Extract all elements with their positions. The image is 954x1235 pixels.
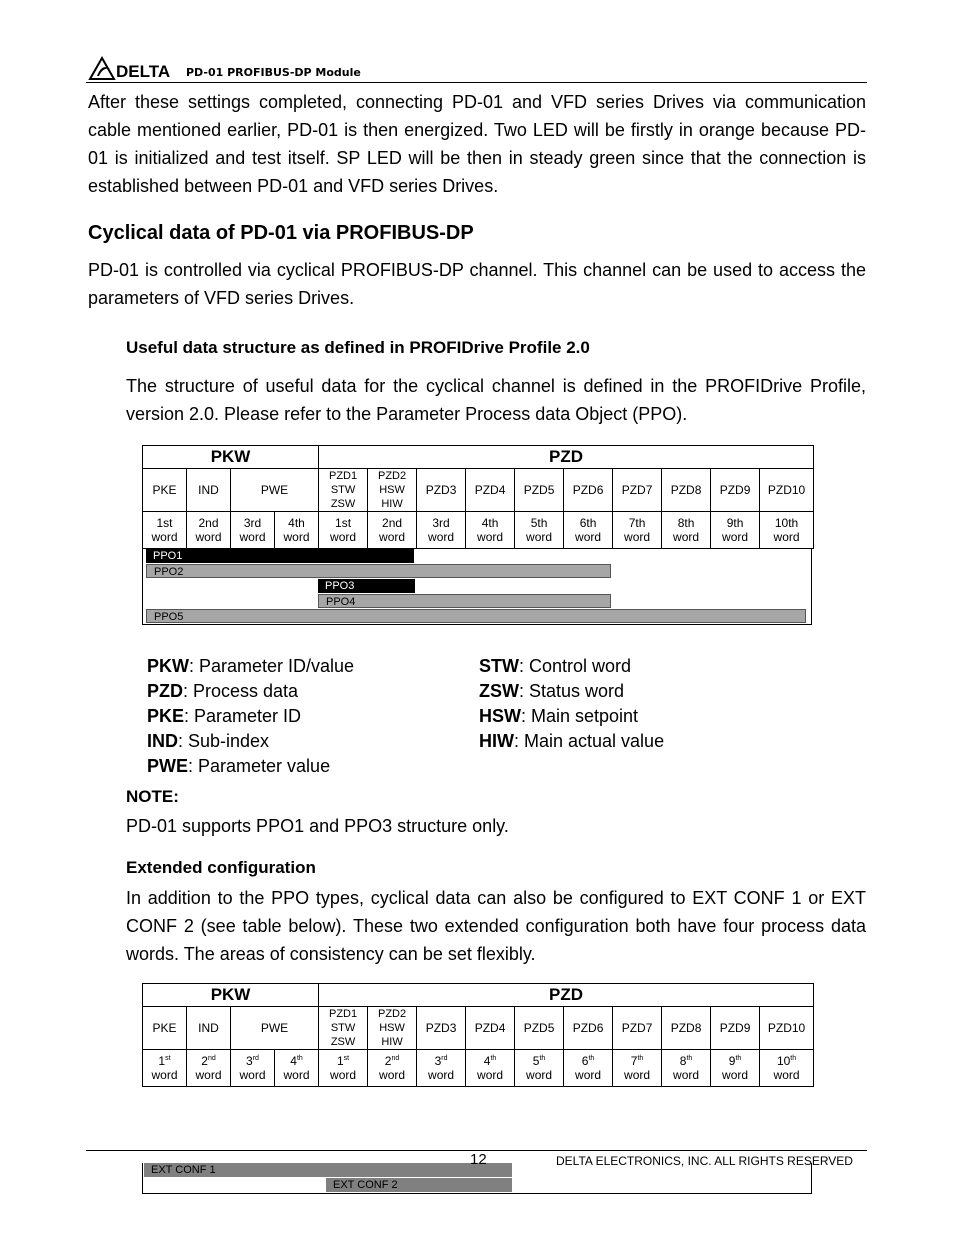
legend-key: IND [147,731,178,751]
note-title: NOTE: [126,787,179,806]
ordinal: 9th [711,1050,760,1069]
ordinal: 7th [613,1050,662,1069]
word-label: word [711,1068,760,1087]
ppo-table [142,445,814,549]
ordinal: 10th [760,512,814,531]
subsection-paragraph-ppo: The structure of useful data for the cyclical channel is defined in the PROFIDrive Profile, version 2.0. Please refer to the Parameter Process data Object (PPO). [126,376,866,424]
ordinal: 8th [662,1050,711,1069]
ordinal: 6th [564,512,613,531]
col-label: PZD2 HSW HIW [368,469,417,512]
col-label: PZD8 [662,469,711,512]
word-label: word [231,1068,275,1087]
col-label: PZD10 [760,1007,814,1050]
ext-conf-table [142,983,814,1087]
ordinal: 3rd [417,1050,466,1069]
col-label: IND [187,469,231,512]
col-label: PZD2 HSW HIW [368,1007,417,1050]
note-text: PD-01 supports PPO1 and PPO3 structure only. [126,816,509,836]
legend-item [479,729,664,754]
col-label: PKE [143,1007,187,1050]
bar-ppo4: PPO4 [318,594,611,608]
bar-ppo2: PPO2 [146,564,611,578]
word-label: word [368,530,417,549]
ordinal: 4th [275,1050,319,1069]
legend-item [147,704,354,729]
legend-key: ZSW [479,681,519,701]
word-label: word [231,530,275,549]
col-label: IND [187,1007,231,1050]
col-label: PWE [231,1007,319,1050]
bar-ext-conf-2: EXT CONF 2 [326,1178,512,1192]
legend-desc: : Parameter value [188,756,331,776]
word-label: word [711,530,760,549]
legend-desc: : Parameter ID/value [189,656,355,676]
ordinal: 5th [515,1050,564,1069]
word-label: word [662,530,711,549]
legend-key: PKW [147,656,189,676]
ordinal: 3rd [231,512,275,531]
ordinal: 3rd [231,1050,275,1069]
word-label: word [760,1068,814,1087]
col-label: PZD9 [711,469,760,512]
ordinal: 4th [466,1050,515,1069]
legend-item [479,704,664,729]
header-title: PD-01 PROFIBUS-DP Module [186,66,361,79]
col-label: PZD5 [515,1007,564,1050]
subsection-title-ppo: Useful data structure as defined in PROFIDrive Profile 2.0 [126,338,590,357]
ordinal: 1st [319,1050,368,1069]
col-label: PKE [143,469,187,512]
bar-ppo5: PPO5 [146,609,806,623]
legend-desc: : Status word [519,681,625,701]
ordinal: 2nd [368,1050,417,1069]
legend-key: PWE [147,756,189,776]
legend-item [147,654,354,679]
section-paragraph: PD-01 is controlled via cyclical PROFIBUS-DP channel. This channel can be used to access the parameters of VFD series Drives. [88,260,866,308]
word-label: word [613,530,662,549]
footer-copyright: DELTA ELECTRONICS, INC. ALL RIGHTS RESERVED [556,1154,853,1168]
word-label: word [515,530,564,549]
col-label: PZD7 [613,469,662,512]
group-header-pzd: PZD [319,446,814,469]
ordinal: 4th [275,512,319,531]
word-label: word [275,530,319,549]
ordinal: 2nd [368,512,417,531]
bar-ext-conf-1: EXT CONF 1 [144,1163,512,1177]
ordinal: 2nd [187,1050,231,1069]
word-label: word [466,1068,515,1087]
word-label: word [662,1068,711,1087]
page-number: 12 [470,1151,487,1168]
legend-desc: : Parameter ID [184,706,302,726]
ordinal: 1st [143,1050,187,1069]
word-label: word [417,530,466,549]
legend-item [147,754,354,779]
col-label: PZD3 [417,469,466,512]
ordinal: 5th [515,512,564,531]
legend-key: HIW [479,731,514,751]
legend-item [147,679,354,704]
legend-item [479,679,664,704]
intro-paragraph: After these settings completed, connecting PD-01 and VFD series Drives via communication cable mentioned earlier, PD-01 is then energized. Two LED will be firstly in orange because PD-01 is initialized and test itself. SP LED will be then in steady green since that the connection is established between PD-01 and VFD series Drives. [88,92,866,196]
word-label: word [613,1068,662,1087]
legend-desc: : Process data [183,681,299,701]
col-label: PZD1 STW ZSW [319,469,368,512]
word-label: word [564,530,613,549]
col-label: PZD10 [760,469,814,512]
ppo-bars [142,549,812,625]
subsection-title-ext: Extended configuration [126,858,316,877]
ordinal: 3rd [417,512,466,531]
col-label: PZD6 [564,469,613,512]
header-divider [86,82,867,83]
legend-desc: : Main actual value [514,731,665,751]
col-label: PZD9 [711,1007,760,1050]
word-label: word [319,1068,368,1087]
legend-item [479,654,664,679]
ordinal: 6th [564,1050,613,1069]
word-label: word [143,1068,187,1087]
ordinal: 7th [613,512,662,531]
word-label: word [187,530,231,549]
legend-key: STW [479,656,519,676]
word-label: word [760,530,814,549]
word-label: word [319,530,368,549]
legend-key: PKE [147,706,185,726]
legend-desc: : Control word [519,656,632,676]
legend-key: PZD [147,681,183,701]
col-label: PZD8 [662,1007,711,1050]
group-header-pzd: PZD [319,984,814,1007]
ordinal: 1st [143,512,187,531]
ordinal: 9th [711,512,760,531]
col-label: PZD3 [417,1007,466,1050]
bar-ppo3: PPO3 [318,579,415,593]
ordinal: 8th [662,512,711,531]
col-label: PWE [231,469,319,512]
col-label: PZD7 [613,1007,662,1050]
word-label: word [187,1068,231,1087]
legend-left [147,654,354,779]
legend-right [479,654,664,754]
word-label: word [143,530,187,549]
legend-desc: : Main setpoint [521,706,639,726]
legend-desc: : Sub-index [178,731,270,751]
word-label: word [515,1068,564,1087]
legend-key: HSW [479,706,521,726]
col-label: PZD4 [466,469,515,512]
group-header-pkw: PKW [143,446,319,469]
ordinal: 2nd [187,512,231,531]
bar-ppo1: PPO1 [146,549,414,563]
word-label: word [368,1068,417,1087]
col-label: PZD6 [564,1007,613,1050]
ordinal: 10th [760,1050,814,1069]
group-header-pkw: PKW [143,984,319,1007]
col-label: PZD4 [466,1007,515,1050]
word-label: word [466,530,515,549]
delta-logo [88,55,174,81]
ordinal: 4th [466,512,515,531]
legend-item [147,729,354,754]
word-label: word [275,1068,319,1087]
word-label: word [417,1068,466,1087]
logo-text: DELTA [116,62,171,81]
col-label: PZD1 STW ZSW [319,1007,368,1050]
word-label: word [564,1068,613,1087]
section-title: Cyclical data of PD-01 via PROFIBUS-DP [88,222,474,244]
col-label: PZD5 [515,469,564,512]
ordinal: 1st [319,512,368,531]
subsection-paragraph-ext: In addition to the PPO types, cyclical data can also be configured to EXT CONF 1 or EXT CONF 2 (see table below). These two extended configuration both have four process data words. The areas of consistency can be set flexibly. [126,888,866,964]
